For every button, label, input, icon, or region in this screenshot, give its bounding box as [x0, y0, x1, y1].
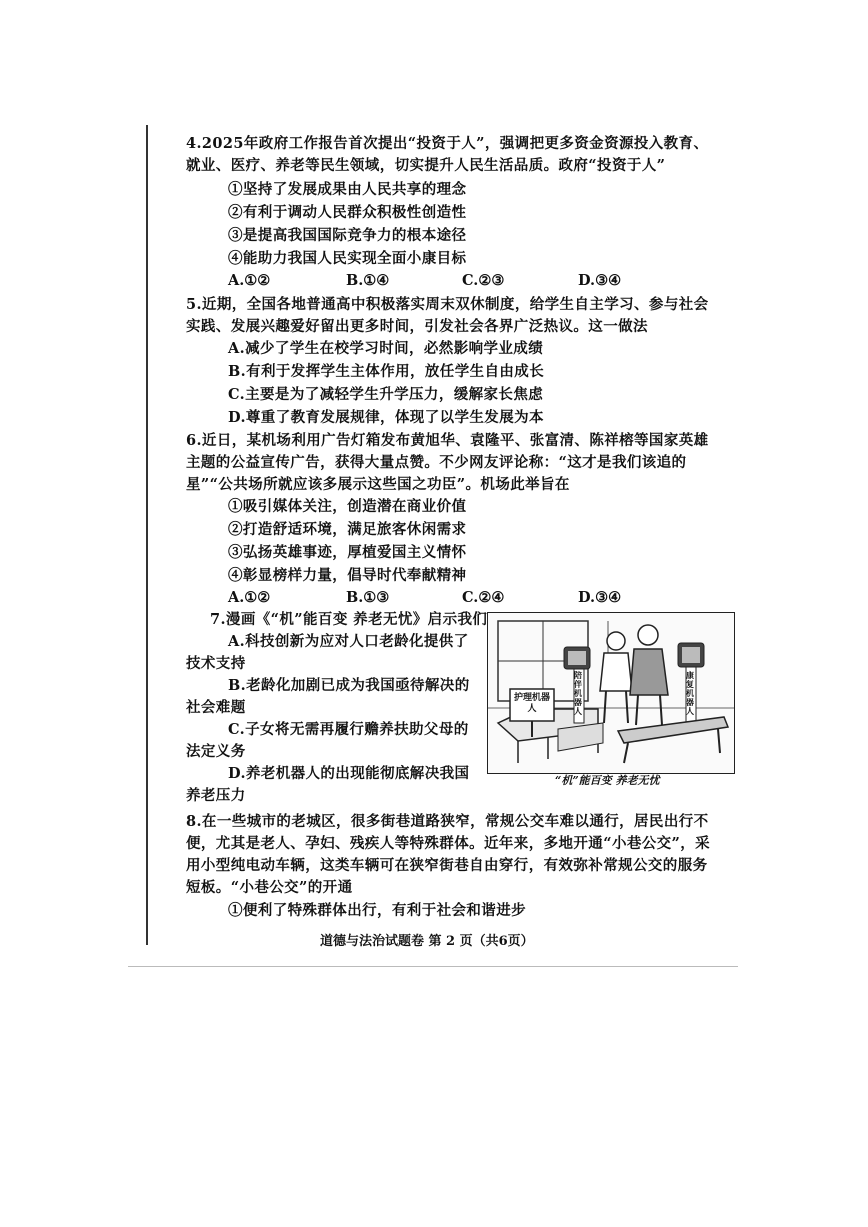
q6-option-d: D.③④	[578, 589, 622, 606]
q6-item-2: ②打造舒适环境，满足旅客休闲需求	[228, 521, 467, 538]
q4-option-c: C.②③	[462, 272, 505, 289]
q6-item-3: ③弘扬英雄事迹，厚植爱国主义情怀	[228, 544, 467, 561]
q6-stem: 6.近日，某机场利用广告灯箱发布黄旭华、袁隆平、张富清、陈祥榕等国家英雄主题的公益宣传广告，获得大量点赞。不少网友评论称：“这才是我们该追的星”“公共场所就应该多展示这些国之功臣”。机场此举旨在	[186, 432, 709, 493]
q6-item-4: ④彰显榜样力量，倡导时代奉献精神	[228, 567, 467, 584]
q7-option-a: A.科技创新为应对人口老龄化提供了技术支持	[186, 633, 469, 672]
q5-stem: 5.近期，全国各地普通高中积极落实周末双休制度，给学生自主学习、参与社会实践、发展兴趣爱好留出更多时间，引发社会各界广泛热议。这一做法	[186, 296, 709, 335]
q5-option-d: D.尊重了教育发展规律，体现了以学生发展为本	[228, 409, 544, 426]
q4-option-b: B.①④	[346, 272, 390, 289]
q7-option-c: C.子女将无需再履行赡养扶助父母的法定义务	[186, 721, 469, 760]
q7-stem: 7.漫画《“机”能百变 养老无忧》启示我们	[210, 611, 488, 628]
q6-item-1: ①吸引媒体关注，创造潜在商业价值	[228, 498, 467, 515]
nursing-robot-label: 护理机器人	[514, 693, 551, 714]
q4-option-a: A.①②	[228, 272, 271, 289]
q8-item-1: ①便利了特殊群体出行，有利于社会和谐进步	[228, 902, 526, 919]
q6-option-b: B.①③	[346, 589, 390, 606]
q7-option-b: B.老龄化加剧已成为我国亟待解决的社会难题	[186, 677, 470, 716]
q8-stem: 8.在一些城市的老城区，很多街巷道路狭窄，常规公交车难以通行，居民出行不便，尤其是老人、孕妇、残疾人等特殊群体。近年来，多地开通“小巷公交”，采用小型纯电动车辆，这类车辆可在狭窄街巷自由穿行，有效弥补常规公交的服务短板。“小巷公交”的开通	[186, 813, 711, 896]
page-bottom-divider	[128, 966, 738, 967]
q4-item-1: ①坚持了发展成果由人民共享的理念	[228, 181, 467, 198]
q4-item-4: ④能助力我国人民实现全面小康目标	[228, 250, 467, 267]
q5-option-a: A.减少了学生在校学习时间，必然影响学业成绩	[228, 340, 544, 357]
q7-option-d: D.养老机器人的出现能彻底解决我国养老压力	[186, 765, 470, 804]
binding-margin-line	[146, 125, 148, 945]
q6-option-c: C.②④	[462, 589, 505, 606]
companion-robot-label: 陪伴机器人	[574, 670, 582, 716]
rehab-robot-label: 康复机器人	[686, 670, 694, 716]
q4-item-2: ②有利于调动人民群众积极性创造性	[228, 204, 467, 221]
q4-stem: 4.2025年政府工作报告首次提出“投资于人”，强调把更多资金资源投入教育、就业、医疗、养老等民生领域，切实提升人民生活品质。政府“投资于人”	[186, 135, 709, 174]
q4-option-d: D.③④	[578, 272, 622, 289]
q4-item-3: ③是提高我国国际竞争力的根本途径	[228, 227, 467, 244]
q7-cartoon	[487, 612, 735, 774]
q5-option-b: B.有利于发挥学生主体作用，放任学生自由成长	[228, 363, 545, 380]
q7-cartoon-caption: “机”能百变 养老无忧	[555, 774, 660, 787]
page-footer: 道德与法治试题卷 第 2 页（共6页）	[320, 934, 534, 949]
q6-option-a: A.①②	[228, 589, 271, 606]
q5-option-c: C.主要是为了减轻学生升学压力，缓解家长焦虑	[228, 386, 544, 403]
